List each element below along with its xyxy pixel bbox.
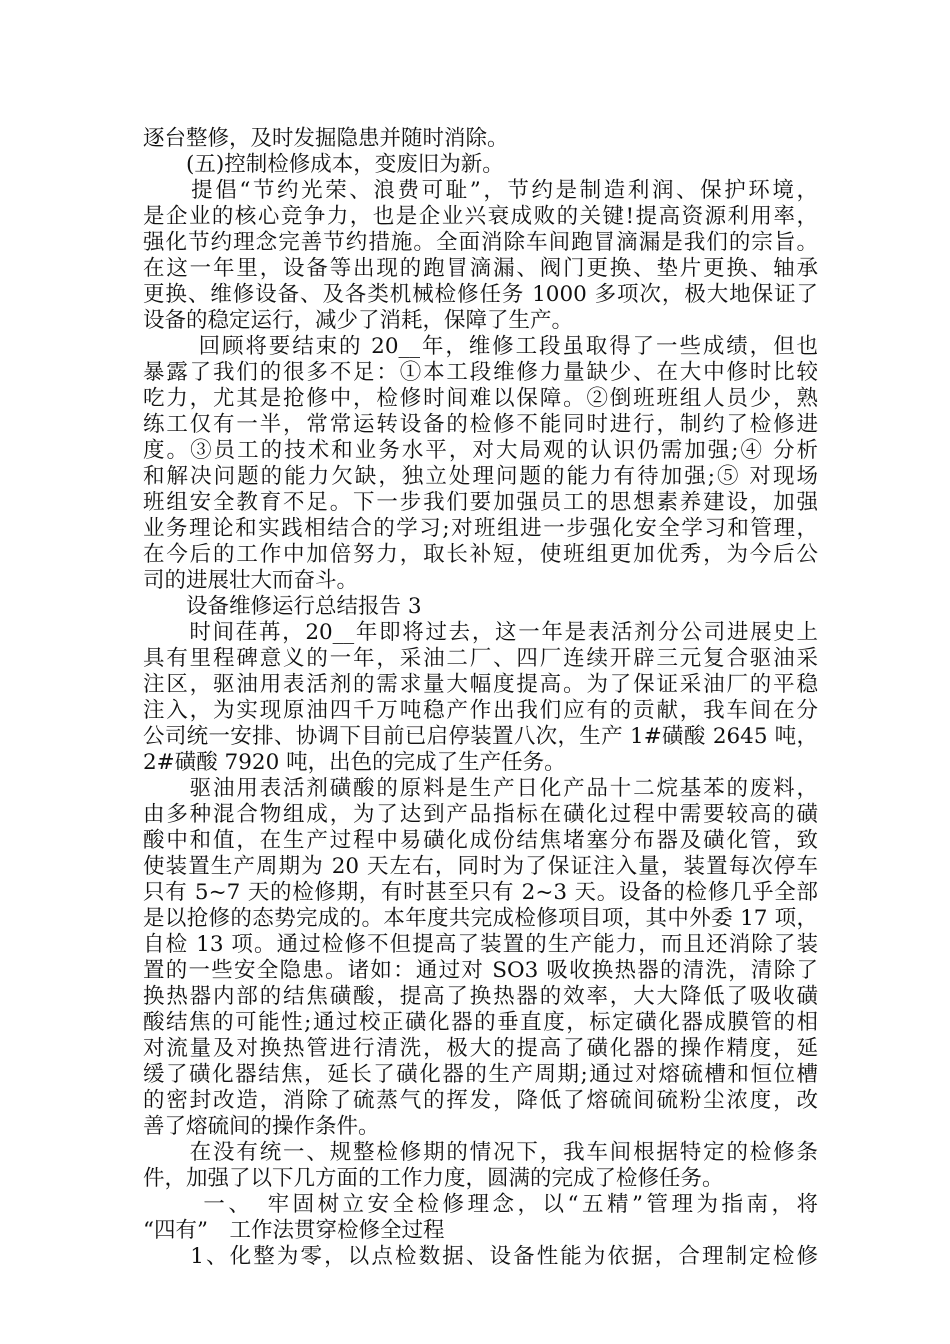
text-line: 由多种混合物组成，为了达到产品指标在磺化过程中需要较高的磺 xyxy=(143,802,818,827)
text-line: 逐台整修，及时发掘隐患并随时消除。 xyxy=(143,126,509,151)
text-line: 酸中和值，在生产过程中易磺化成份结焦堵塞分布器及磺化管，致 xyxy=(143,828,818,853)
text-line: 业务理论和实践相结合的学习;对班组进一步强化安全学习和管理， xyxy=(143,516,818,541)
text-line: 2#磺酸 7920 吨，出色的完成了生产任务。 xyxy=(143,750,566,775)
text-line: 司的进展壮大而奋斗。 xyxy=(143,568,359,593)
text-line: 度。③员工的技术和业务水平，对大局观的认识仍需加强;④ 分析 xyxy=(143,438,818,463)
text-line: 使装置生产周期为 20 天左右，同时为了保证注入量，装置每次停车 xyxy=(143,854,818,879)
text-line: 强化节约理念完善节约措施。全面消除车间跑冒滴漏是我们的宗旨。 xyxy=(143,230,818,255)
text-line: 具有里程碑意义的一年，采油二厂、四厂连续开辟三元复合驱油采 xyxy=(143,646,818,671)
section-heading: (五)控制检修成本，变废旧为新。 xyxy=(143,152,504,177)
text-line: 酸结焦的可能性;通过校正磺化器的垂直度，标定磺化器成膜管的相 xyxy=(143,1010,818,1035)
text-line: 时间荏苒，20__年即将过去，这一年是表活剂分公司进展史上 xyxy=(143,620,818,645)
text-line: 提倡“节约光荣、浪费可耻”，节约是制造利润、保护环境， xyxy=(143,178,818,203)
text-line: 置的一些安全隐患。诸如：通过对 SO3 吸收换热器的清洗，清除了 xyxy=(143,958,818,983)
text-line: 缓了磺化器结焦，延长了磺化器的生产周期;通过对熔硫槽和恒位槽 xyxy=(143,1062,818,1087)
text-line: 暴露了我们的很多不足：①本工段维修力量缺少、在大中修时比较 xyxy=(143,360,818,385)
text-line: 公司统一安排、协调下目前已启停装置八次，生产 1#磺酸 2645 吨， xyxy=(143,724,818,749)
report-title: 设备维修运行总结报告 3 xyxy=(143,594,422,619)
text-line: 在没有统一、规整检修期的情况下，我车间根据特定的检修条 xyxy=(143,1140,818,1165)
text-line: 善了熔硫间的操作条件。 xyxy=(143,1114,380,1139)
text-line: 件，加强了以下几方面的工作力度，圆满的完成了检修任务。 xyxy=(143,1166,724,1191)
text-line: 回顾将要结束的 20__年，维修工段虽取得了一些成绩，但也 xyxy=(143,334,818,359)
text-line: 练工仅有一半，常常运转设备的检修不能同时进行，制约了检修进 xyxy=(143,412,818,437)
text-line: 驱油用表活剂磺酸的原料是生产日化产品十二烷基苯的废料， xyxy=(143,776,818,801)
text-line: 注入，为实现原油四千万吨稳产作出我们应有的贡献，我车间在分 xyxy=(143,698,818,723)
text-line: 只有 5~7 天的检修期，有时甚至只有 2~3 天。设备的检修几乎全部 xyxy=(143,880,818,905)
text-line: 是企业的核心竞争力，也是企业兴衰成败的关键!提高资源利用率， xyxy=(143,204,818,229)
text-line: 的密封改造，消除了硫蒸气的挥发，降低了熔硫间硫粉尘浓度，改 xyxy=(143,1088,818,1113)
text-line: 在今后的工作中加倍努力，取长补短，使班组更加优秀，为今后公 xyxy=(143,542,818,567)
section-heading: “四有” 工作法贯穿检修全过程 xyxy=(143,1218,445,1243)
text-line: 是以抢修的态势完成的。本年度共完成检修项目项，其中外委 17 项， xyxy=(143,906,818,931)
section-heading: 一、 牢固树立安全检修理念，以“五精”管理为指南，将 xyxy=(143,1192,818,1217)
text-line: 换热器内部的结焦磺酸，提高了换热器的效率，大大降低了吸收磺 xyxy=(143,984,818,1009)
text-line: 注区，驱油用表活剂的需求量大幅度提高。为了保证采油厂的平稳 xyxy=(143,672,818,697)
text-line: 自检 13 项。通过检修不但提高了装置的生产能力，而且还消除了装 xyxy=(143,932,818,957)
text-line: 1、化整为零，以点检数据、设备性能为依据，合理制定检修 xyxy=(143,1244,818,1269)
text-line: 在这一年里，设备等出现的跑冒滴漏、阀门更换、垫片更换、轴承 xyxy=(143,256,818,281)
text-line: 更换、维修设备、及各类机械检修任务 1000 多项次，极大地保证了 xyxy=(143,282,818,307)
text-line: 吃力，尤其是抢修中，检修时间难以保障。②倒班班组人员少，熟 xyxy=(143,386,818,411)
text-line: 和解决问题的能力欠缺，独立处理问题的能力有待加强;⑤ 对现场 xyxy=(143,464,818,489)
text-line: 班组安全教育不足。下一步我们要加强员工的思想素养建设，加强 xyxy=(143,490,818,515)
text-line: 对流量及对换热管进行清洗，极大的提高了磺化器的操作精度，延 xyxy=(143,1036,818,1061)
text-line: 设备的稳定运行，减少了消耗，保障了生产。 xyxy=(143,308,574,333)
